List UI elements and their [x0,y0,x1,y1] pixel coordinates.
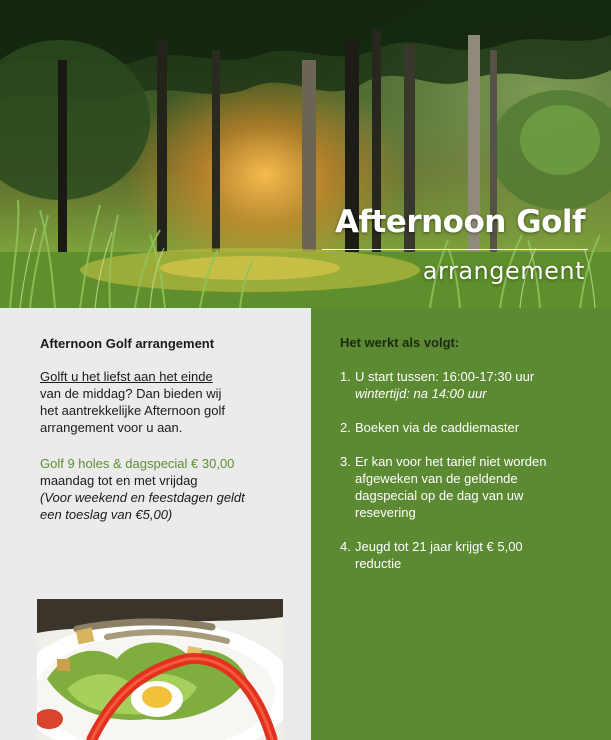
intro-line-4: arrangement voor u aan. [40,420,183,435]
step-text: Er kan voor het tarief niet worden [355,454,547,469]
step-number: 4. [340,539,351,554]
step-number: 2. [340,420,351,435]
price-note-line-2: een toeslag van €5,00) [40,507,173,522]
list-item [340,453,600,521]
step-text: afgeweken van de geldende [355,471,518,486]
list-item [340,419,600,436]
right-info-panel [311,308,611,740]
step-text: reductie [355,556,402,571]
hero-divider [322,249,588,250]
price-line: Golf 9 holes & dagspecial € 30,00 [40,456,235,471]
price-days: maandag tot en met vrijdag [40,473,198,488]
intro-underlined-text: Golft u het liefst aan het einde [40,369,213,384]
salad-photo [37,599,283,740]
step-text-italic: wintertijd: na 14:00 uur [355,386,487,401]
step-text: Jeugd tot 21 jaar krijgt € 5,00 [355,539,523,554]
step-text: U start tussen: 16:00-17:30 uur [355,369,535,384]
intro-line-2: van de middag? Dan bieden wij [40,386,222,401]
hero-subtitle: arrangement [422,257,585,285]
list-item [340,368,600,402]
price-block [40,455,290,523]
intro-line-3: het aantrekkelijke Afternoon golf [40,403,226,418]
step-number: 1. [340,369,351,384]
right-heading: Het werkt als volgt: [340,335,460,350]
step-text: Boeken via de caddiemaster [355,420,520,435]
list-item [340,538,600,572]
step-number: 3. [340,454,351,469]
steps-list [340,368,600,589]
hero-forest-photo [0,0,611,308]
step-text: dagspecial op de dag van uw [355,488,524,503]
hero-title: Afternoon Golf [335,204,585,240]
left-info-panel [0,308,311,740]
price-note-line-1: (Voor weekend en feestdagen geldt [40,490,245,505]
step-text: resevering [355,505,416,520]
salad-illustration [37,599,283,740]
left-heading: Afternoon Golf arrangement [40,336,215,351]
intro-paragraph [40,368,280,436]
